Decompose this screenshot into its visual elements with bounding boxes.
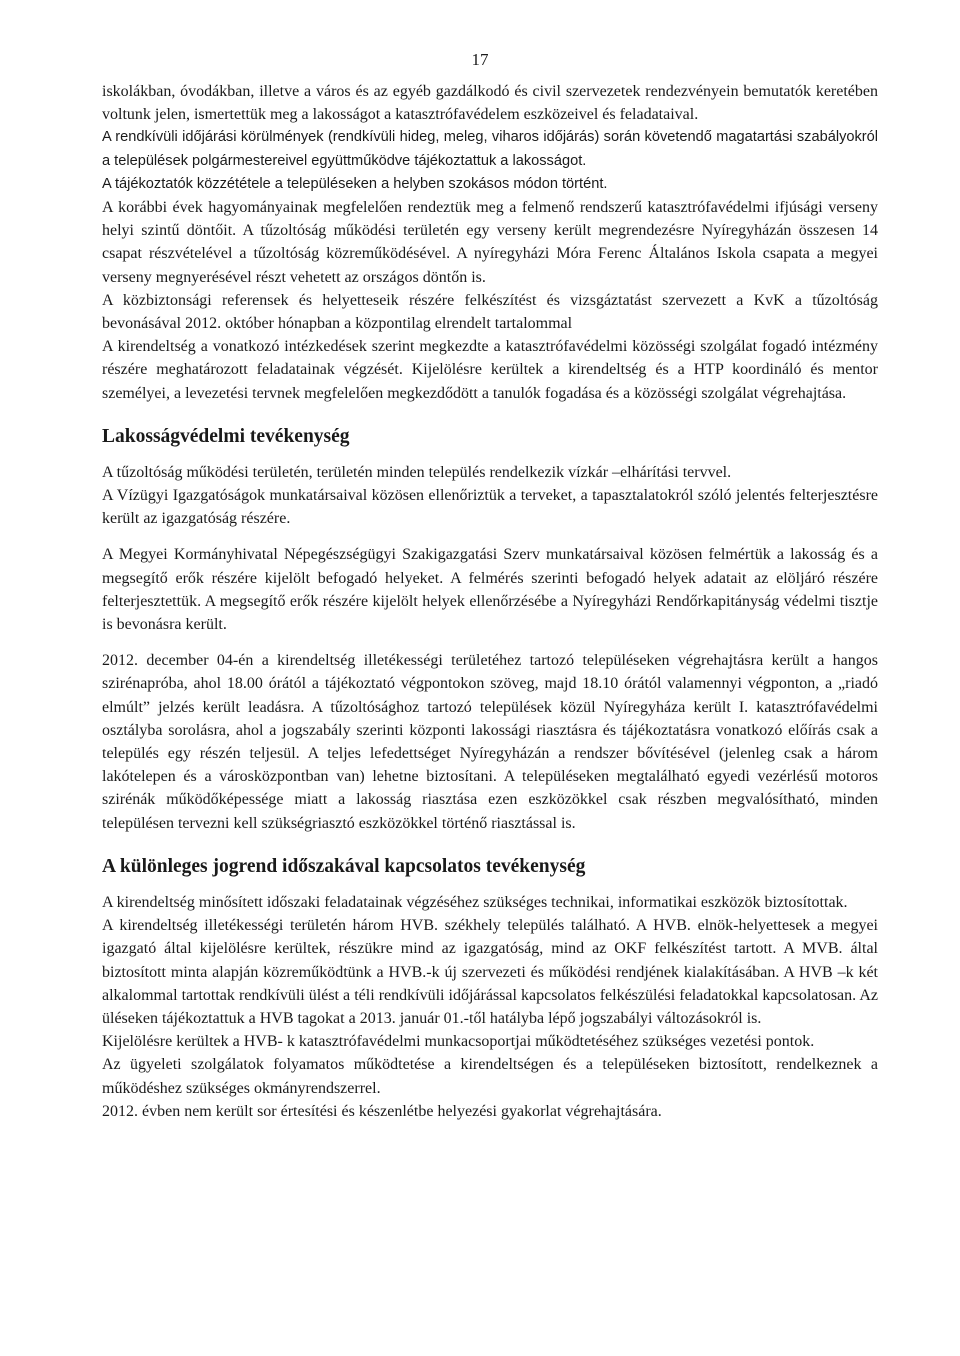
paragraph: A tájékoztatók közzététele a településeken a helyben szokásos módon történt. (102, 175, 608, 192)
paragraph: A korábbi évek hagyományainak megfelelően rendeztük meg a felmenő rendszerű katasztrófavédelmi ifjúsági verseny helyi szintű döntőit. A tűzoltóság működési területén egy verseny került megrendezésre Nyíregyházán összesen 14 csapat részvételével a tűzoltóság közreműködésével. A nyíregyházi Móra Ferenc Általános Iskola csapata a megyei verseny megnyerésével részt vehetett az országos döntőn is. (102, 199, 878, 286)
paragraph: A kirendeltség illetékességi területén három HVB. székhely település található. A HVB. elnök-helyettesek a megyei igazgató által kijelölésre kerültek, részükre mind az igazgatóság, mind az OKF felkészítést tartott. A MVB. által biztosított minta alapján közreműködtünk a HVB.-k új szervezeti és működési rendjének kialakításában. A HVB –k két alkalommal tartottak rendkívüli ülést a téli rendkívüli időjárással kapcsolatos felkészülési feladatokkal kapcsolatosan. Az üléseken tájékoztattuk a HVB tagokat a 2013. január 01.-től hatályba lépő jogszabályi változásokról is. (102, 917, 878, 1027)
paragraph: iskolákban, óvodákban, illetve a város és az egyéb gazdálkodó és civil szervezetek rendezvényein bemutatók keretében voltunk jelen, ismertettük meg a lakosságot a katasztrófavédelem eszközeivel és feladataival. (102, 83, 878, 124)
paragraph: A Vízügyi Igazgatóságok munkatársaival közösen ellenőriztük a terveket, a tapasztalatokról szóló jelentés felterjesztésre került az igazgatóság részére. (102, 487, 878, 528)
paragraph: Kijelölésre kerültek a HVB- k katasztrófavédelmi munkacsoportjai működtetéséhez szükséges vezetési pontok. (102, 1033, 815, 1051)
paragraph: A tűzoltóság működési területén, területén minden település rendelkezik vízkár –elhárítási tervvel. (102, 463, 732, 481)
document-body (102, 80, 878, 1123)
paragraph: A közbiztonsági referensek és helyetteseik részére felkészítést és vizsgáztatást szervezett a KvK a tűzoltóság bevonásával 2012. október hónapban a központilag elrendelt tartalommal (102, 291, 878, 333)
paragraph: A rendkívüli időjárási körülmények (rendkívüli hideg, meleg, viharos időjárás) során követendő magatartási szabályokról a települések polgármestereivel együttműködve tájékoztattuk a lakosságot. (102, 129, 878, 169)
section-heading-kulonleges-jogrend: A különleges jogrend időszakával kapcsolatos tevékenység (102, 855, 586, 877)
paragraph: A Megyei Kormányhivatal Népegészségügyi Szakigazgatási Szerv munkatársaival közösen felmértük a lakosság és a megsegítő erők részére kijelölt befogadó helyeket. A felmérés szerinti befogadó helyek adatait az elöljáró részére felterjesztettük. A megsegítő erők részére kijelölt helyek ellenőrzésébe a Nyíregyházi Rendőrkapitányság védelmi tisztje is bevonásra került. (102, 546, 878, 634)
paragraph: 2012. december 04-én a kirendeltség illetékességi területéhez tartozó településeken végrehajtásra került a hangos szirénapróba, ahol 18.00 órától a tájékoztató végpontokon szöveg, majd 18.10 órától valamennyi végponton, a „riadó elmúlt” jelzés került leadásra. A tűzoltósághoz tartozó települések közül Nyíregyháza került I. katasztrófavédelmi osztályba sorolásra, ahol a jogszabály szerinti központi lakossági riasztásra és tájékoztatásra vonatkozó előírás csak a település egy részén teljesül. A teljes lefedettséget Nyíregyházán a rendszer bővítésével (jelenleg csak a három lakótelepen és a városközpontban van) lehetne biztosítani. A településeken megtalálható egyedi vezérlésű motoros szirénák működőképessége miatt a lakosság riasztása ezen eszközökkel csak részben megvalósítható, minden településen tervezni kell szükségriasztó eszközökkel történő riasztással is. (102, 652, 878, 832)
paragraph: Az ügyeleti szolgálatok folyamatos működtetése a kirendeltségen és a településeken biztosított, rendelkeznek a működéshez szükséges okmányrendszerrel. (102, 1056, 878, 1097)
paragraph: 2012. évben nem került sor értesítési és készenlétbe helyezési gyakorlat végrehajtására. (102, 1102, 662, 1120)
paragraph: A kirendeltség minősített időszaki feladatainak végzéséhez szükséges technikai, informatikai eszközök biztosítottak. (102, 893, 848, 911)
section-heading-lakossagvedelmi: Lakosságvédelmi tevékenység (102, 425, 350, 447)
page-number: 17 (471, 50, 489, 69)
paragraph: A kirendeltség a vonatkozó intézkedések szerint megkezdte a katasztrófavédelmi közösségi szolgálat fogadó intézmény részére meghatározott feladatainak végzését. Kijelölésre kerültek a kirendeltség és a HTP koordináló és mentor személyei, a levezetési tervnek megfelelően megkezdődött a tanulók fogadása és a közösségi szolgálat végrehajtása. (102, 338, 878, 402)
